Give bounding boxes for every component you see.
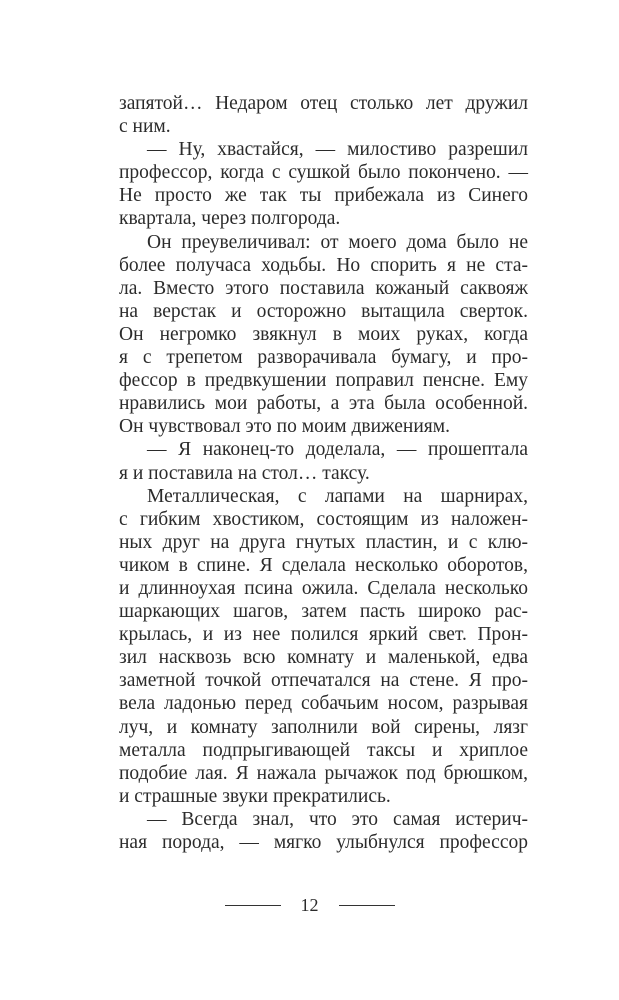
text-line: Он чувствовал это по моим движениям.: [119, 416, 450, 438]
text-line: нравились мои работы, а эта была особенной.: [119, 393, 528, 415]
text-line: Он негромко звякнул в моих руках, когда: [119, 323, 528, 345]
text-line: чиком в спине. Я сделала несколько оборотов,: [119, 554, 528, 576]
text-line: я с трепетом разворачивала бумагу, и про-: [119, 347, 528, 369]
text-line: профессор, когда с сушкой было покончено. —: [119, 162, 528, 184]
page-number: 12: [300, 895, 319, 915]
text-line: Не просто же так ты прибежала из Синего: [119, 185, 528, 207]
text-line: подобие лая. Я нажала рычажок под брюшком,: [119, 762, 528, 784]
text-line: с гибким хвостиком, состоящим из наложен-: [119, 508, 528, 530]
text-line: металла подпрыгивающей таксы и хриплое: [119, 739, 528, 761]
text-line: — Ну, хвастайся, — милостиво разрешил: [147, 139, 528, 161]
text-line: крылась, и из нее полился яркий свет. Прон-: [119, 624, 528, 646]
text-line: заметной точкой отпечатался на стене. Я про-: [119, 670, 528, 692]
text-line: квартала, через полгорода.: [119, 208, 341, 230]
text-line: фессор в предвкушении поправил пенсне. Ему: [119, 370, 528, 392]
text-line: Он преувеличивал: от моего дома было не: [147, 231, 528, 253]
text-line: — Я наконец-то доделала, — прошептала: [147, 439, 528, 461]
text-line: запятой… Недаром отец столько лет дружил: [119, 93, 528, 114]
text-line: ла. Вместо этого поставила кожаный саквояж: [119, 277, 528, 299]
text-line: и страшные звуки прекратились.: [119, 785, 391, 807]
text-line: ная порода, — мягко улыбнулся профессор: [119, 832, 528, 853]
text-line: более получаса ходьбы. Но спорить я не ста-: [119, 254, 528, 276]
text-line: и длинноухая псина ожила. Сделала несколько: [119, 577, 528, 599]
text-line: — Всегда знал, что это самая истерич-: [147, 808, 528, 830]
text-line: луч, и комнату заполнили вой сирены, лязг: [119, 716, 528, 738]
footer-rule-left: [225, 905, 281, 906]
body-text: [119, 92, 528, 854]
text-line: на верстак и осторожно вытащила сверток.: [119, 300, 528, 322]
text-line: зил насквозь всю комнату и маленькой, едва: [119, 647, 528, 669]
text-line: я и поставила на стол… таксу.: [119, 462, 370, 484]
page-footer: [0, 895, 619, 916]
footer-rule-right: [339, 905, 395, 906]
text-line: шаркающих шагов, затем пасть широко рас-: [119, 601, 528, 623]
text-line: вела ладонью перед собачьим носом, разрывая: [119, 693, 528, 715]
text-line: ных друг на друга гнутых пластин, и с клю-: [119, 531, 528, 553]
text-line: Металлическая, с лапами на шарнирах,: [147, 485, 528, 507]
text-line: с ним.: [119, 116, 171, 138]
